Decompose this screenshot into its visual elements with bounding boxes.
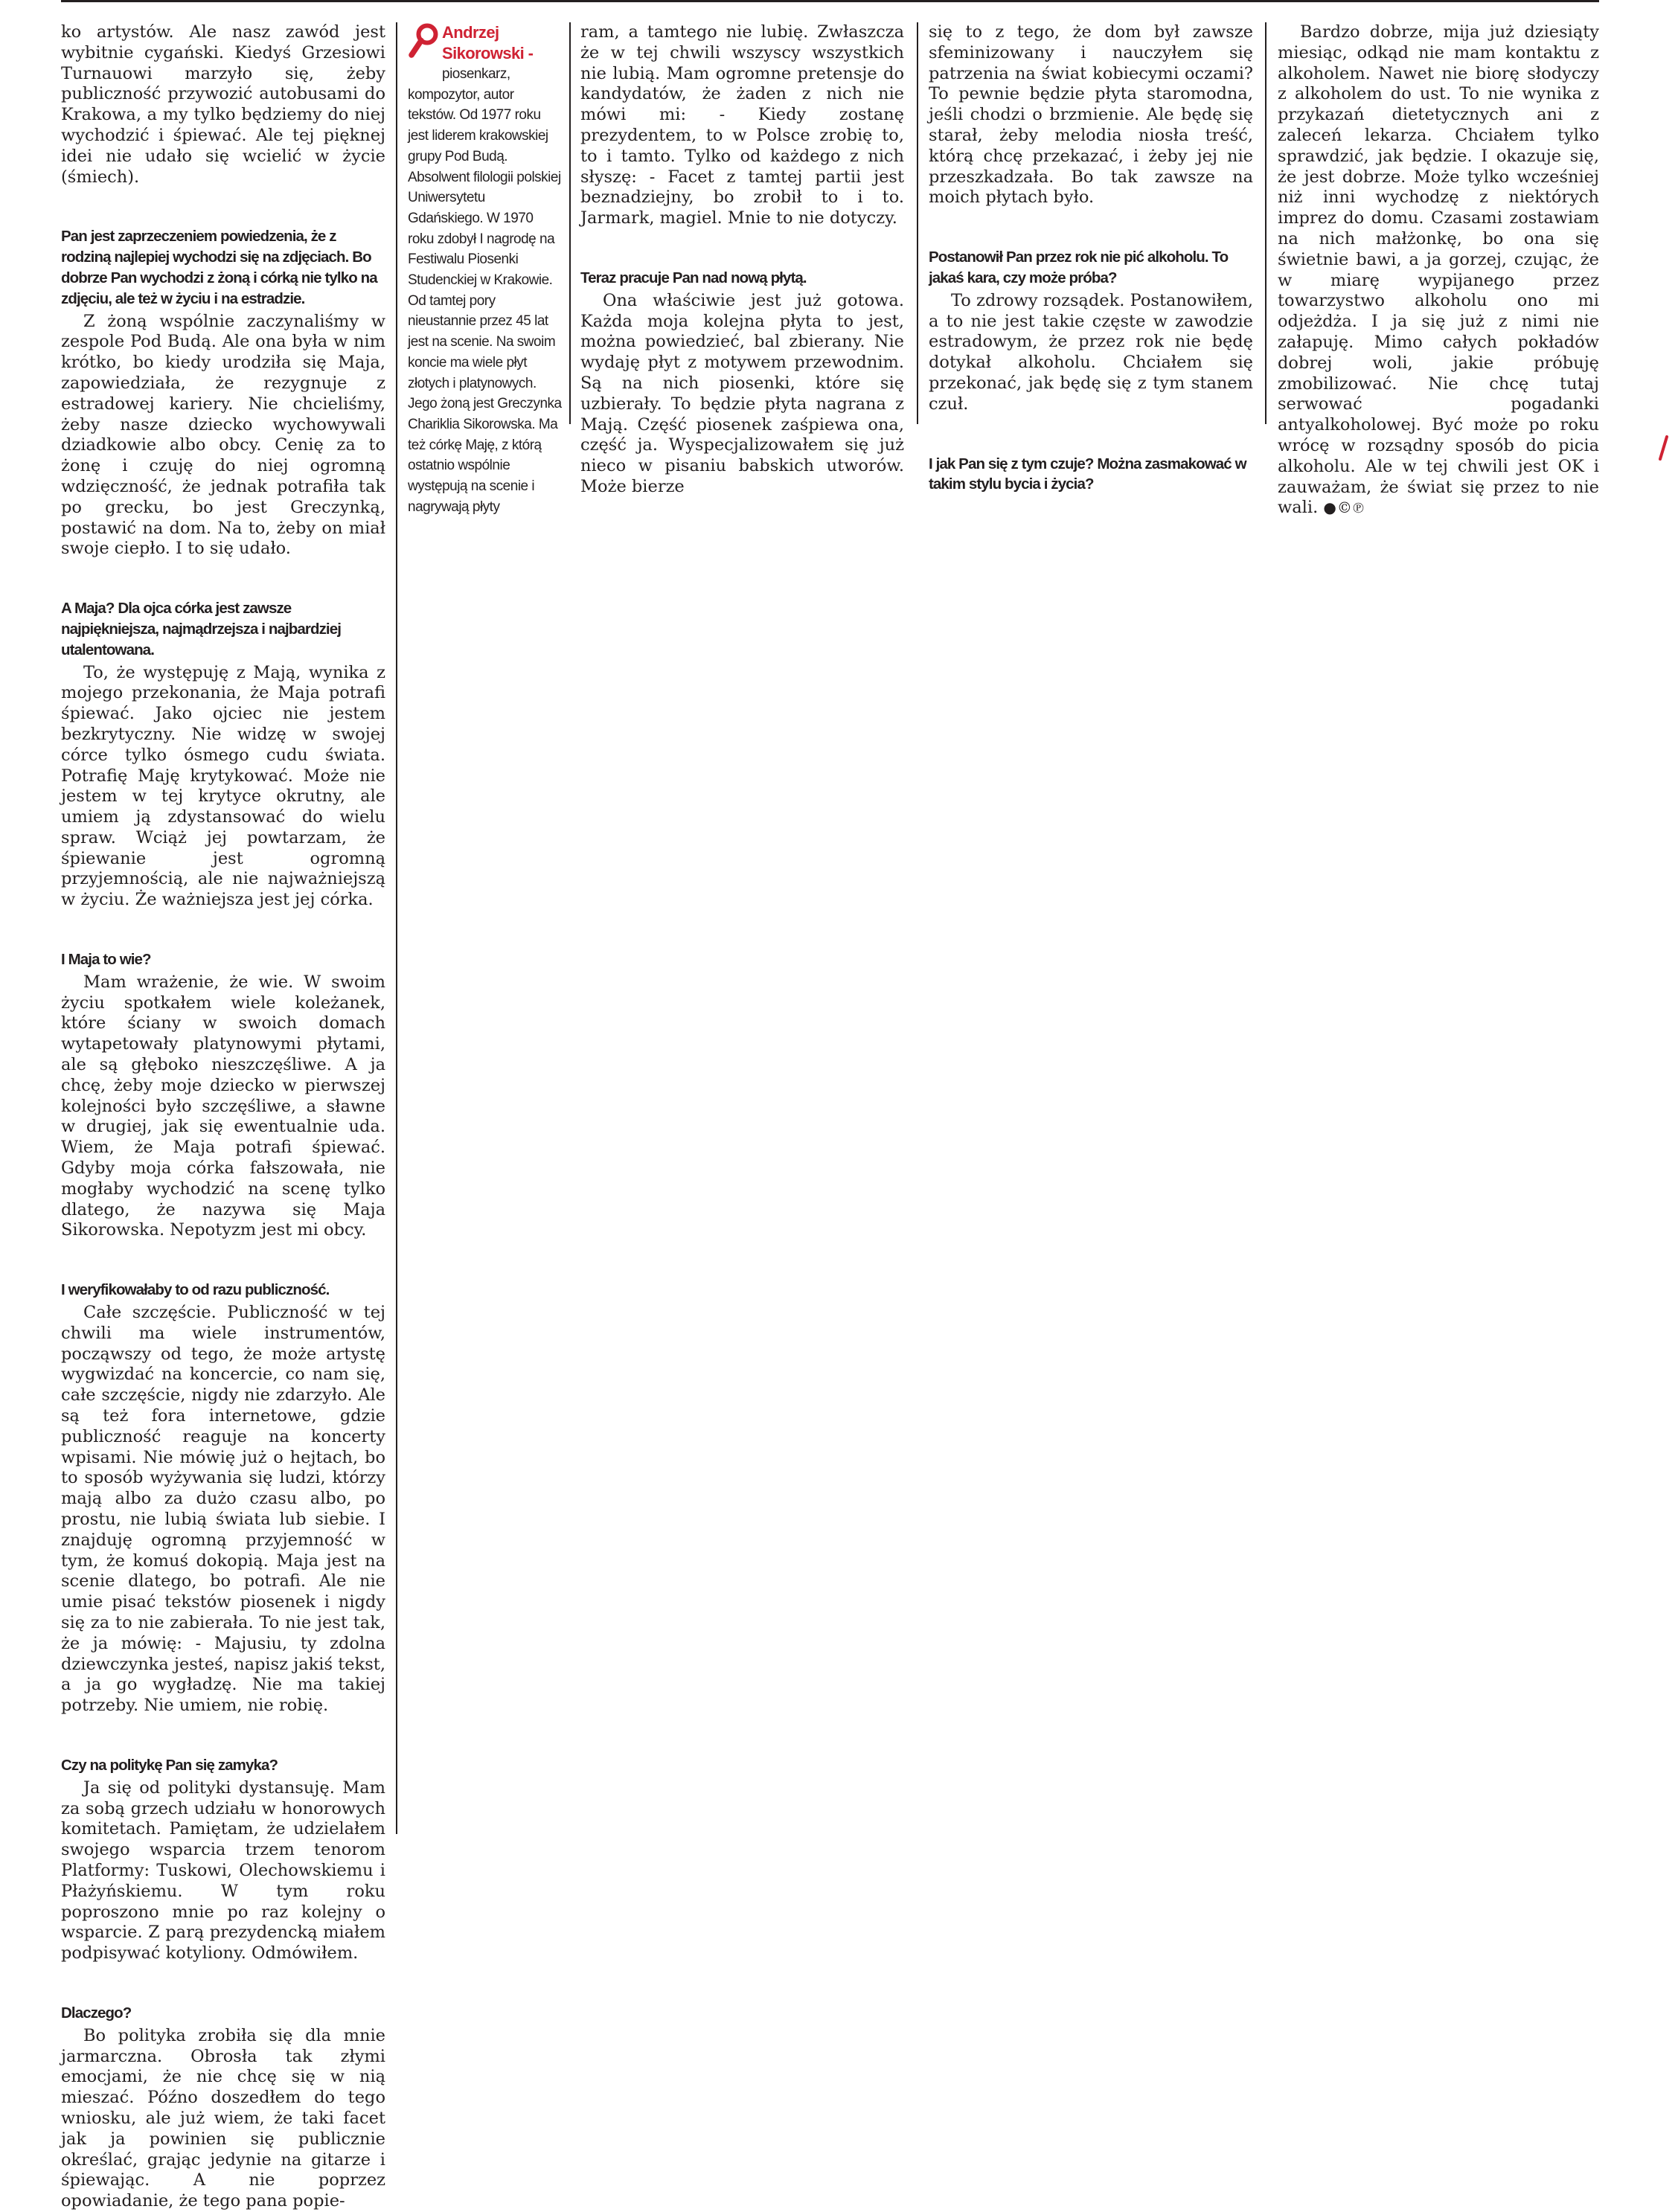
article-column-5: [1278, 22, 1599, 519]
paragraph: ram, a tamtego nie lubię. Zwłaszcza że w tej chwili wszyscy wszystkich nie lubią. Mam ogromne pretensje do kandydatów, że żaden z nich nie mówi mi: - Kiedy zostanę prezydentem, to w Polsce zrobię to, to i tamto. Tylko od każdego z nich słyszę: - Facet z tamtej partii jest beznadziejny, bo zrobił to i to. Jarmark, magiel. Mnie to nie dotyczy.: [580, 22, 904, 228]
author-bio: piosenkarz, kompozytor, autor tekstów. Od 1977 roku jest liderem krakowskiej grupy Pod Budą. Absolwent filologii polskiej Uniwersytetu Gdańskiego. W 1970 roku zdobył I nagrodę na Festiwalu Piosenki Studenckiej w Krakowie. Od tamtej pory nieustannie przez 45 lat jest na scenie. Na swoim koncie ma wiele płyt złotych i platynowych. Jego żoną jest Greczynka Chariklia Sikorowska. Ma też córkę Maję, z którą ostatnio wspólnie występują na scenie i nagrywają płyty: [408, 66, 562, 515]
answer: To, że występuję z Mają, wynika z mojego przekonania, że Maja potrafi śpiewać. Jako ojciec nie jestem bezkrytyczny. Nie widzę w swojej córce tylko ósmego cudu świata. Potrafię Maję krytykować. Może nie jestem w tej krytyce okrutny, ale umiem ją zdystansować do wielu spraw. Wciąż jej powtarzam, że śpiewanie jest ogromną przyjemnością, ale nie najważniejszą w życiu. Że ważniejsza jest jej córka.: [61, 662, 385, 910]
author-sidebar: [408, 22, 563, 517]
author-name: Andrzej Sikorowski -: [442, 23, 534, 62]
column-rule: [569, 22, 571, 424]
question: Teraz pracuje Pan nad nową płytą.: [580, 269, 807, 286]
question: I weryfikowałaby to od razu publiczność.: [61, 1281, 330, 1299]
end-mark: ●©℗: [1323, 498, 1365, 517]
paragraph: się to z tego, że dom był zawsze sfeminizowany i nauczyłem się patrzenia na świat kobiecymi oczami? To pewnie będzie płyta staromodna, jeśli chodzi o brzmienie. Ale będę się starał, żeby melodia niosła treść, którą chcę przekazać, i żeby jej nie przeszkadzała. Bo tak zawsze na moich płytach było.: [929, 22, 1253, 208]
question: I jak Pan się z tym czuje? Można zasmakować w takim stylu bycia i życia?: [929, 455, 1246, 493]
question: I Maja to wie?: [61, 951, 151, 969]
column-rule: [396, 22, 397, 1834]
paragraph: ko artystów. Ale nasz zawód jest wybitnie cygański. Kiedyś Grzesiowi Turnauowi marzyło się, żeby publiczność przywozić autobusami do Krakowa, a my tylko będziemy do niej wychodzić i śpiewać. Ale tej pięknej idei nie udało się wcielić w życie (śmiech).: [61, 22, 385, 187]
question: Dlaczego?: [61, 2004, 132, 2022]
magnifier-icon: [408, 22, 441, 61]
column-rule: [917, 22, 918, 424]
answer: Ja się od polityki dystansuję. Mam za sobą grzech udziału w honorowych komitetach. Pamiętam, że udzielałem swojego wsparcia trzem tenorom Platformy: Tuskowi, Olechowskiemu i Płażyńskiemu. W tym roku poproszono mnie po raz kolejny o wsparcie. Z parą prezydencką miałem podpisywać kotyliony. Odmówiłem.: [61, 1777, 385, 1963]
question: Czy na politykę Pan się zamyka?: [61, 1756, 278, 1774]
question: Postanowił Pan przez rok nie pić alkoholu. To jakaś kara, czy może próba?: [929, 249, 1229, 286]
answer: Mam wrażenie, że wie. W swoim życiu spotkałem wiele koleżanek, które ściany w swoich domach wytapetowały platynowymi płytami, ale są głęboko nieszczęśliwe. A ja chcę, żeby moje dziecko w pierwszej kolejności było szczęśliwe, a sławne w drugiej, jak się ewentualnie uda. Wiem, że Maja potrafi śpiewać. Gdyby moja córka fałszowała, nie mogłaby wychodzić na scenę tylko dlatego, że nazywa się Maja Sikorowska. Nepotyzm jest mi obcy.: [61, 972, 385, 1240]
answer: Ona właściwie jest już gotowa. Każda moja kolejna płyta to jest, można powiedzieć, bal zbierany. Nie wydaję płyt z motywem przewodnim. Są na nich piosenki, które się uzbierały. To będzie płyta nagrana z Mają. Część piosenek zaśpiewa ona, część ja. Wyspecjalizowałem się już nieco w pisaniu babskich utworów. Może bierze: [580, 290, 904, 496]
article-column-1: [61, 22, 385, 2212]
question: Pan jest zaprzeczeniem powiedzenia, że z rodziną najlepiej wychodzi się na zdjęciach. Bo dobrze Pan wychodzi z żoną i córką nie tylko na zdjęciu, ale też w życiu i na estradzie.: [61, 228, 377, 307]
answer: Bardzo dobrze, mija już dziesiąty miesiąc, odkąd nie mam kontaktu z alkoholem. Nawet nie biorę słodyczy z alkoholem do ust. To nie wynika z przykazań dietetycznych ani z zaleceń lekarza. Chciałem tylko sprawdzić, jak będzie. I okazuje się, że jest dobrze. Może tylko wcześniej niż inni wychodzę z niektórych imprez do domu. Czasami zostawiam na nich małżonkę, bo ona się świetnie bawi, a ja gorzej, czując, że w miarę wypijanego przez towarzystwo alkoholu ono mi odjeżdża. I ja się już z nimi nie załapuję. Mimo całych pokładów dobrej woli, jakie próbuję zmobilizować. Nie chcę tutaj serwować pogadanki antyalkoholowej. Być może po roku wrócę w rozsądny sposób do picia alkoholu. Ale w tej chwili jest OK i zauważam, że świat się przez to nie wali. ●©℗: [1278, 22, 1599, 518]
red-edge-mark: [1658, 435, 1668, 461]
answer: Całe szczęście. Publiczność w tej chwili ma wiele instrumentów, począwszy od tego, że może artystę wygwizdać na koncercie, co nam się, całe szczęście, nigdy nie zdarzyło. Ale są też fora internetowe, gdzie publiczność reaguje na koncerty wpisami. Nie mówię już o hejtach, bo to sposób wyżywania się ludzi, którzy mają albo za dużo czasu albo, po prostu, nie lubią świata lub siebie. I znajduję ogromną przyjemność w tym, że komuś dokopią. Maja jest na scenie dlatego, bo potrafi. Ale nie umie pisać tekstów piosenek i nigdy się za to nie zabierała. To nie jest tak, że ja mówię: - Majusiu, ty zdolna dziewczynka jesteś, napisz jakiś tekst, a ja go wygładzę. Nie ma takiej potrzeby. Nie umiem, nie robię.: [61, 1303, 385, 1716]
article-column-4: [929, 22, 1253, 497]
answer: Z żoną wspólnie zaczynaliśmy w zespole Pod Budą. Ale ona była w nim krótko, bo kiedy urodziła się Maja, zapowiedziała, że rezygnuje z estradowej kariery. Nie chcieliśmy, żeby nasze dziecko wychowywali dziadkowie albo obcy. Cenię za to żonę i czuję do niej ogromną wdzięczność, że jednak potrafiła tak po grecku, bo jest Greczynką, postawić na dom. Na to, żeby on miał swoje ciepło. I to się udało.: [61, 311, 385, 559]
answer: To zdrowy rozsądek. Postanowiłem, a to nie jest takie częste w zawodzie estradowym, że przez rok nie będę dotykał alkoholu. Chciałem się przekonać, jak będę się z tym stanem czuł.: [929, 290, 1253, 414]
column-rule: [1265, 22, 1266, 424]
top-rule: [61, 0, 1599, 2]
article-column-3: [580, 22, 904, 498]
answer: Bo polityka zrobiła się dla mnie jarmarczna. Obrosła tak złymi emocjami, że nie chcę się w nią mieszać. Późno doszedłem do tego wniosku, ale już wiem, że taki facet jak ja powinien się publicznie określać, grając jedynie na gitarze i śpiewając. A nie poprzez opowiadanie, że tego pana popie-: [61, 2025, 385, 2211]
question: A Maja? Dla ojca córka jest zawsze najpiękniejsza, najmądrzejsza i najbardziej utalentowana.: [61, 600, 342, 658]
